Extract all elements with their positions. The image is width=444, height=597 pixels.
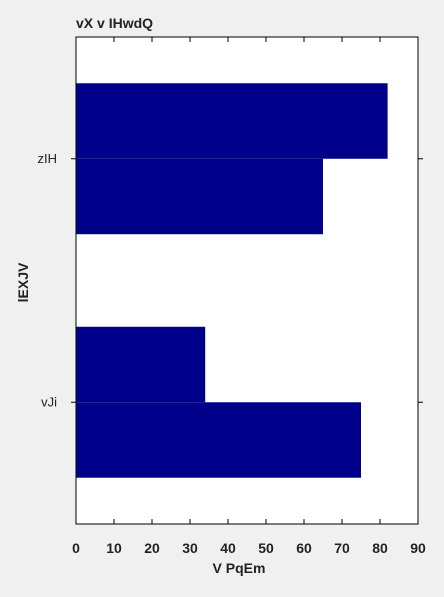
x-tick-label: 10: [106, 540, 122, 556]
bar-vJi-series-2: [76, 402, 361, 477]
y-tick-label: zIH: [37, 150, 57, 166]
x-tick-label: 20: [144, 540, 160, 556]
x-tick-label: 0: [72, 540, 80, 556]
x-tick-label: 50: [258, 540, 274, 556]
bar-vJi-series-1: [76, 327, 205, 402]
x-tick-label: 80: [372, 540, 388, 556]
x-tick-label: 60: [296, 540, 312, 556]
x-tick-label: 90: [410, 540, 426, 556]
bar-zIH-series-1: [76, 83, 388, 158]
y-tick-label: vJi: [41, 394, 57, 410]
x-tick-label: 40: [220, 540, 236, 556]
x-axis-label: V PqEm: [212, 560, 266, 576]
bar-zIH-series-2: [76, 159, 323, 234]
y-axis-label: lEXJV: [15, 262, 31, 303]
chart-title: vX v IHwdQ: [76, 15, 154, 31]
x-tick-label: 70: [334, 540, 350, 556]
x-tick-label: 30: [182, 540, 198, 556]
